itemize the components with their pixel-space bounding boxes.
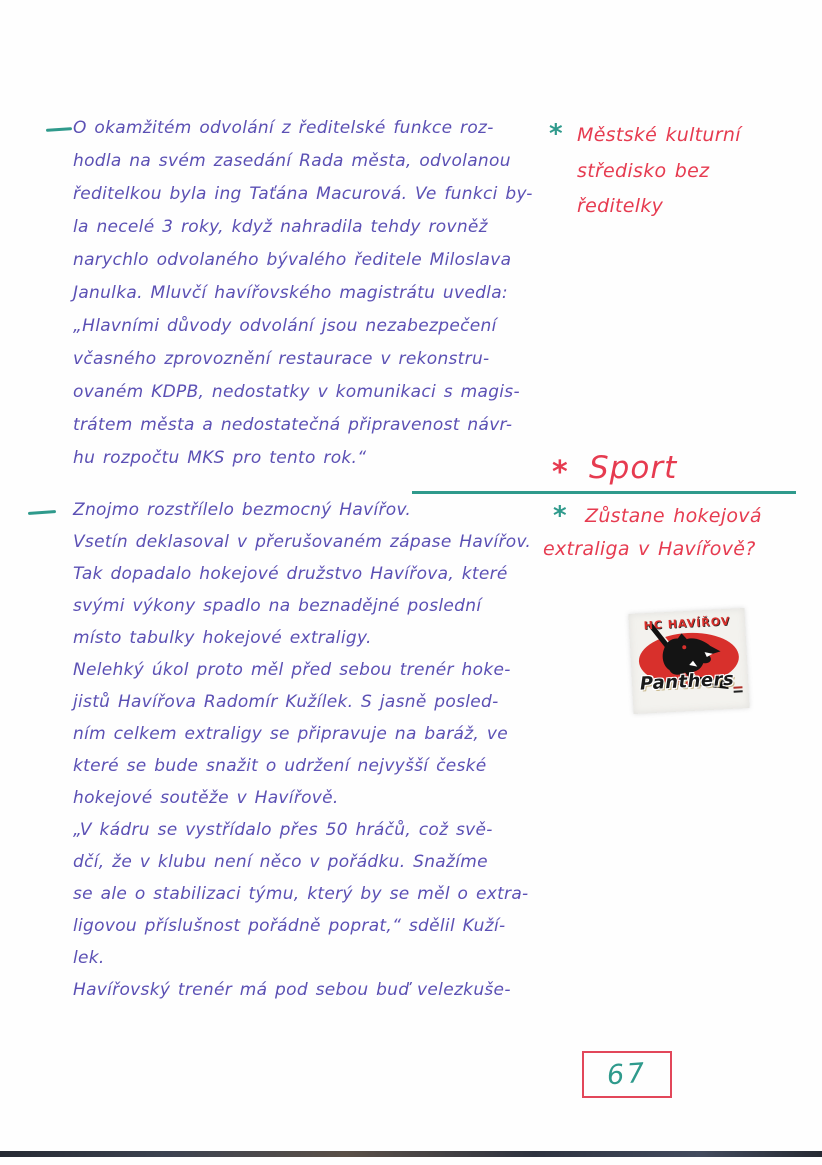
article2-line: lek.	[73, 948, 105, 968]
article2-line: Nelehký úkol proto měl před sebou trenér hoke-	[73, 660, 511, 680]
article1-line: včasného zprovoznění restaurace v rekonstru-	[73, 349, 490, 369]
scan-edge-artifact	[0, 1151, 822, 1157]
annotation-line: Městské kulturní	[577, 124, 741, 146]
article1-line: hodla na svém zasedání Rada města, odvolanou	[73, 151, 511, 171]
article2-line: místo tabulky hokejové extraligy.	[73, 628, 372, 648]
article2-line: svými výkony spadlo na beznadějné poslední	[73, 596, 482, 616]
article2-line: hokejové soutěže v Havířově.	[73, 788, 339, 808]
annotation-hockey-title: Zůstane hokejová	[585, 505, 762, 527]
paragraph-dash-icon	[28, 510, 56, 515]
page-number-box	[582, 1051, 672, 1098]
article2-line: jistů Havířova Radomír Kužílek. S jasně posled-	[73, 692, 499, 712]
article2-line: ligovou příslušnost pořádně poprat,“ sdělil Kuží-	[73, 916, 506, 936]
article1-line: ovaném KDPB, nedostatky v komunikaci s magis-	[73, 382, 520, 402]
annotation-hockey-title: extraliga v Havířově?	[543, 538, 756, 560]
article2-line: „V kádru se vystřídalo přes 50 hráčů, což svě-	[73, 820, 493, 840]
star-icon: *	[552, 455, 568, 490]
logo-panthers-wordmark: Panthers	[639, 668, 735, 695]
article1-line: „Hlavními důvody odvolání jsou nezabezpečení	[73, 316, 497, 336]
article2-line: ním celkem extraligy se připravuje na baráž, ve	[73, 724, 508, 744]
logo-club-name: HC HAVÍŘOV	[643, 614, 731, 633]
article1-line: la necelé 3 roky, když nahradila tehdy rovněž	[73, 217, 488, 237]
article2-line: Havířovský trenér má pod sebou buď velezkuše-	[73, 980, 511, 1000]
article2-line: Vsetín deklasoval v přerušovaném zápase Havířov.	[73, 532, 532, 552]
article1-line: trátem města a nedostatečná připravenost návr-	[73, 415, 513, 435]
hc-havirov-panthers-logo	[628, 608, 749, 714]
article2-line: které se bude snažit o udržení nejvyšší české	[73, 756, 487, 776]
article1-line: Janulka. Mluvčí havířovského magistrátu uvedla:	[73, 283, 508, 303]
annotation-line: ředitelky	[577, 195, 664, 217]
article2-line: dčí, že v klubu není něco v pořádku. Snažíme	[73, 852, 488, 872]
article1-line: hu rozpočtu MKS pro tento rok.“	[73, 448, 367, 468]
article1-handwritten-text	[73, 112, 573, 475]
article2-line: Tak dopadalo hokejové družstvo Havířova, které	[73, 564, 508, 584]
annotation-line: středisko bez	[577, 159, 710, 182]
article2-line: se ale o stabilizaci týmu, který by se měl o extra-	[73, 884, 529, 904]
star-icon: *	[549, 119, 563, 149]
page-number: 67	[605, 1057, 649, 1092]
article1-line: narychlo odvolaného bývalého ředitele Miloslava	[73, 250, 512, 270]
sport-section-heading: Sport	[589, 450, 678, 486]
paragraph-dash-icon	[46, 127, 72, 132]
star-icon: *	[553, 501, 567, 531]
article2-line: Znojmo rozstřílelo bezmocný Havířov.	[73, 500, 412, 520]
article1-line: O okamžitém odvolání z ředitelské funkce roz-	[73, 118, 494, 138]
article1-line: ředitelkou byla ing Taťána Macurová. Ve funkci by-	[73, 184, 533, 204]
logo-fine-print	[733, 686, 742, 692]
article2-handwritten-text	[73, 494, 573, 1006]
annotation-mks-title	[577, 118, 787, 225]
